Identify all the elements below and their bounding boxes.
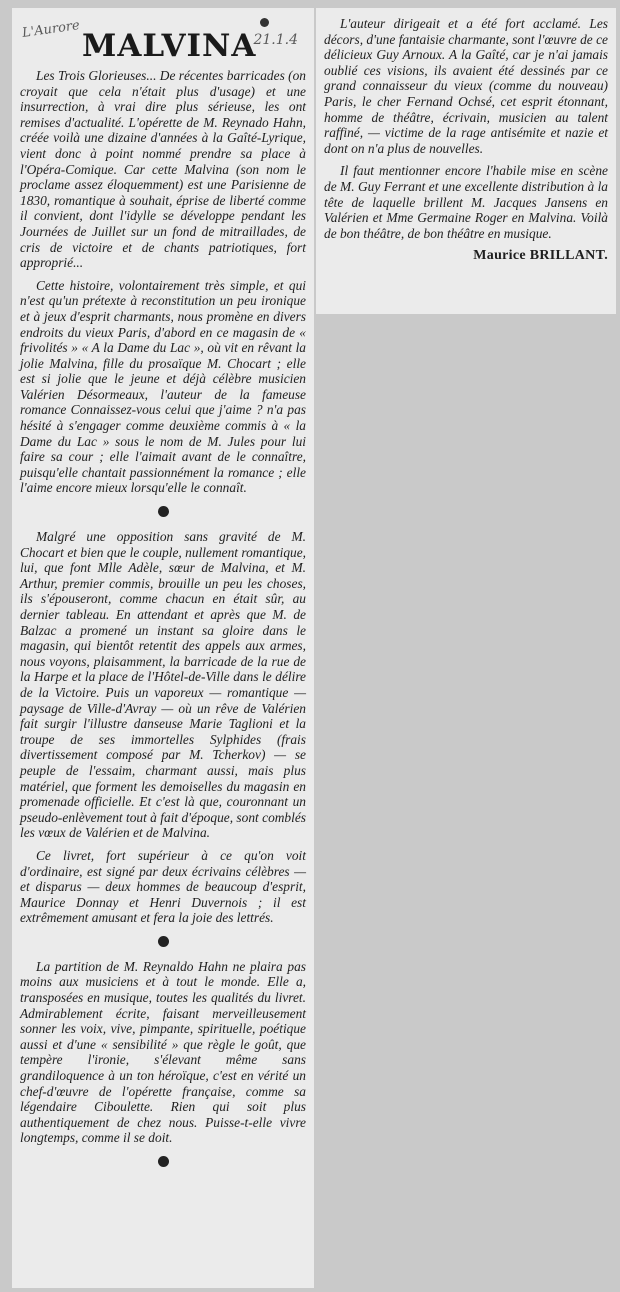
- handwritten-source-note: L'Aurore: [21, 18, 81, 41]
- section-separator-dot: [158, 1156, 169, 1167]
- handwritten-date-note: 21.1.4: [253, 32, 298, 48]
- article-body-left: [20, 68, 306, 1179]
- section-separator-dot: [158, 936, 169, 947]
- paragraph: La partition de M. Reynaldo Hahn ne plaira pas moins aux musiciens et à tout le monde. Elle a, transposées en musique, toutes les qualités du livret. Admirablement écrite, faisant merveilleusement sonner les voix, vive, pimpante, spirituelle, poétique aussi et d'une « sensibilité » que règle le goût, que tempère l'ironie, s'élevant même sans grandiloquence à un ton héroïque, c'est en vérité un chef-d'œuvre de l'opérette française, comme sa légendaire Ciboulette. Rien qui soit plus authentiquement de chez nous. Puisse-t-elle vivre longtemps, comme il se doit.: [20, 958, 306, 1146]
- section-separator-dot: [158, 506, 169, 517]
- clipping-left-column: [12, 8, 314, 1288]
- paragraph: Cette histoire, volontairement très simple, et qui n'est qu'un prétexte à reconstitution un peu ironique et à jeux d'esprit charmants, nous promène en divers endroits du vieux Paris, d'abord en ce magasin de « frivolités » « A la Dame du Lac », où vit en rêvant la jolie Malvina, fille du prosaïque M. Chocart ; elle est si jolie que le jeune et déjà célèbre musicien Valérien Désormeaux, l'auteur de la fameuse romance Connaissez-vous celui que j'aime ? n'a pas hésité à s'engager comme deuxième commis à « la Dame du Lac » sous le nom de M. Jules pour lui faire sa cour ; elle l'aimait avant de le connaître, puisqu'elle chantait passionnément la romance ; elle l'aime encore mieux lorsqu'elle le connaît.: [20, 277, 306, 496]
- article-body-right: [324, 16, 608, 264]
- paragraph: Ce livret, fort supérieur à ce qu'on voit d'ordinaire, est signé par deux écrivains célèbres — et disparus — deux hommes de beaucoup d'esprit, Maurice Donnay et Henri Duvernois ; il est extrêmement amusant et fera la joie des lettrés.: [20, 847, 306, 926]
- author-signature: Maurice BRILLANT.: [473, 248, 608, 264]
- paragraph: L'auteur dirigeait et a été fort acclamé. Les décors, d'une fantaisie charmante, sont l'œuvre de ce délicieux Guy Arnoux. A la Gaîté, car je n'ai jamais oublié ces visions, ils avaient été dessinés par ce grand connaisseur du vieux (comme du nouveau) Paris, le cher Fernand Ochsé, cet esprit étonnant, homme de théâtre, écrivain, musicien au talent raffiné, — victime de la rage antisémite et nazie et dont on n'a plus de nouvelles.: [324, 16, 608, 156]
- pin-hole-icon: [260, 18, 269, 27]
- paragraph: Malgré une opposition sans gravité de M. Chocart et bien que le couple, nullement romantique, lui, que font Mlle Adèle, sœur de Malvina, et M. Arthur, premier commis, brouille un peu les choses, ils s'épouseront, comme chacun en était sûr, au dernier tableau. En attendant et après que M. de Balzac a promené un instant sa gloire dans le magasin, qui bientôt retentit des appels aux armes, nous voyons, plaisamment, la barricade de la rue de la Harpe et la place de l'Hôtel-de-Ville dans le délire de la Victoire. Puis un vaporeux — romantique — paysage de Ville-d'Avray — où un rêve de Valérien fait surgir l'illustre danseuse Marie Taglioni et la troupe de ses immortelles Sylphides (frais divertissement composé par M. Tcherkov) — se peuple de l'essaim, charmant aussi, mais plus matériel, que forment les demoiselles du magasin en promenade officielle. Et c'est là que, couronnant un pseudo-enlèvement tout à fait d'époque, sont comblés les vœux de Valérien et de Malvina.: [20, 529, 306, 841]
- clipping-right-column: [316, 8, 616, 314]
- paragraph: Les Trois Glorieuses... De récentes barricades (on croyait que cela n'était plus d'usage) et une insurrection, à vrai dire plus sérieuse, les ont remises d'actualité. L'opérette de M. Reynado Hahn, créée voilà une dizaine d'années à la Gaîté-Lyrique, vient donc à point nommé prendre sa place à l'Opéra-Comique. Car cette Malvina (son nom le proclame assez éloquemment) est une Parisienne de 1830, romantique à souhait, éprise de liberté comme il convient, dont l'idylle se développe pendant les Journées de Juillet sur un fond de mitraillades, de cris de victoire et de chants patriotiques, fort approprié...: [20, 68, 306, 271]
- paragraph: Il faut mentionner encore l'habile mise en scène de M. Guy Ferrant et une excellente distribution à la tête de laquelle brillent M. Jacques Jansens en Valérien et Mme Germaine Roger en Malvina. Voilà de bon théâtre, de bon théâtre en musique.: [324, 163, 608, 241]
- article-title: MALVINA: [82, 28, 257, 64]
